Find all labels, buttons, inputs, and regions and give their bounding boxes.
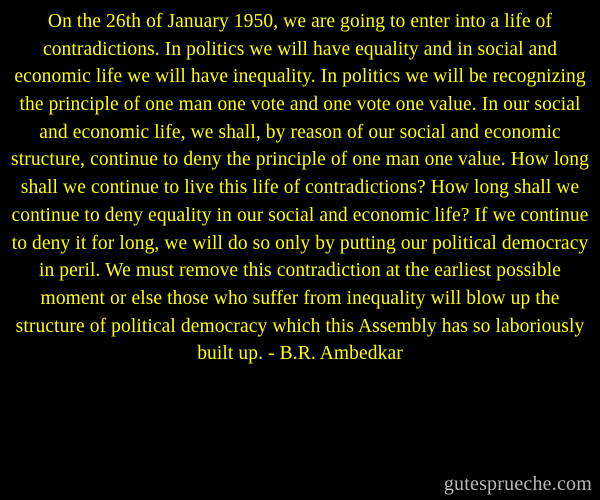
watermark: gutesprueche.com bbox=[443, 473, 592, 495]
quote-text: On the 26th of January 1950, we are going to enter into a life of contradictions. In politics we will have equality and in social and economic life we will have inequality. In politics we will be recognizing the principle of one man one vote and one vote one value. In our social and economic life, we shall, by reason of our social and economic structure, continue to deny the principle of one man one value. How long shall we continue to live this life of contradictions? How long shall we continue to deny equality in our social and economic life? If we continue to deny it for long, we will do so only by putting our political democracy in peril. We must remove this contradiction at the earliest possible moment or else those who suffer from inequality will blow up the structure of political democracy which this Assembly has so laboriously built up. - B.R. Ambedkar bbox=[11, 11, 589, 365]
